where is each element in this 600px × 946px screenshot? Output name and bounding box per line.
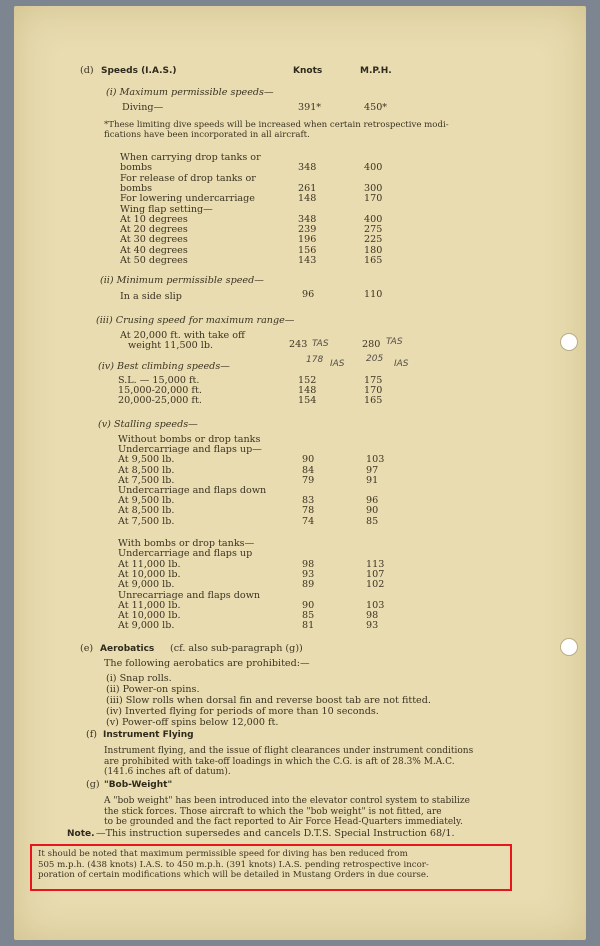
value-mph: 170 — [364, 385, 383, 396]
row-label: Unrecarriage and flaps down — [118, 589, 261, 601]
value-mph: 400 — [364, 213, 383, 225]
value-mph: 175 — [364, 375, 383, 386]
paragraph-line: to be grounded and the fact reported to Air Force Head-Quarters immediately. — [104, 817, 463, 827]
value-knots: 79 — [302, 474, 315, 486]
value-knots: 96 — [302, 289, 315, 300]
paragraph-line: poration of certain modifications which will be detailed in Mustang Orders in due course. — [38, 870, 429, 880]
value-mph: 110 — [364, 289, 383, 300]
row-label: weight 11,500 lb. — [128, 340, 214, 351]
list-item: (iii) Slow rolls when dorsal fin and reverse boost tab are not fitted. — [106, 695, 431, 706]
value-mph: 225 — [364, 234, 383, 246]
section-label: (d) — [80, 65, 94, 76]
paragraph-line: Instrument flying, and the issue of flight clearances under instrument conditions — [104, 746, 474, 756]
row-label: At 30 degrees — [120, 234, 188, 246]
value-knots: 243 — [289, 339, 308, 350]
section-heading: Instrument Flying — [103, 730, 194, 740]
row-label: At 9,500 lb. — [118, 454, 175, 466]
paragraph: The following aerobatics are prohibited:— — [104, 658, 310, 669]
row-label: At 8,500 lb. — [118, 464, 175, 476]
paragraph-line: (141.6 inches aft of datum). — [104, 767, 231, 777]
value-knots: 90 — [302, 454, 315, 466]
value-mph: 300 — [364, 182, 383, 194]
row-label: bombs — [120, 162, 153, 174]
handwritten-note: 205 — [366, 354, 384, 364]
value-knots: 348 — [298, 162, 317, 174]
value-mph: 85 — [366, 515, 379, 527]
punch-hole — [560, 638, 578, 656]
value-knots: 348 — [298, 213, 317, 225]
list-item: (ii) Power-on spins. — [106, 684, 200, 695]
handwritten-note: TAS — [312, 339, 329, 349]
value-knots: 98 — [302, 558, 315, 570]
row-label: At 8,500 lb. — [118, 505, 175, 517]
value-mph: 90 — [366, 505, 379, 517]
subsection-heading: (iii) Crusing speed for maximum range— — [96, 315, 295, 326]
row-label: 20,000-25,000 ft. — [118, 395, 202, 406]
value-knots: 152 — [298, 375, 317, 386]
section-label: (g) — [86, 779, 100, 790]
note-label: Note. — [67, 829, 95, 839]
value-mph: 400 — [364, 162, 383, 174]
row-label: With bombs or drop tanks— — [118, 538, 255, 549]
subsection-heading: (ii) Minimum permissible speed— — [100, 275, 264, 286]
subsection-heading: (v) Stalling speeds— — [98, 419, 198, 430]
value-mph: 165 — [364, 395, 383, 406]
row-label: For release of drop tanks or — [120, 172, 256, 184]
row-label: At 9,000 lb. — [118, 620, 175, 632]
paragraph-line: are prohibited with take-off loadings in which the C.G. is aft of 28.3% M.A.C. — [104, 756, 455, 767]
row-label: Without bombs or drop tanks — [118, 434, 261, 445]
column-header-knots: Knots — [293, 66, 323, 76]
value-knots: 154 — [298, 395, 317, 406]
value-knots: 261 — [298, 182, 317, 194]
row-label: S.L. — 15,000 ft. — [118, 375, 200, 386]
row-label: bombs — [120, 182, 153, 194]
value-mph: 165 — [364, 255, 383, 266]
value-knots: 83 — [302, 495, 315, 507]
value-knots: 148 — [298, 193, 317, 205]
list-item: (iv) Inverted flying for periods of more than 10 seconds. — [106, 706, 379, 717]
value-knots: 89 — [302, 579, 315, 591]
value-mph: 450* — [364, 102, 388, 113]
row-label: At 10 degrees — [120, 213, 188, 225]
section-label: (e) — [80, 643, 94, 654]
punch-hole — [560, 333, 578, 351]
column-header-mph: M.P.H. — [360, 66, 392, 76]
row-label: In a side slip — [120, 291, 182, 302]
value-knots: 148 — [298, 385, 317, 396]
row-label: When carrying drop tanks or — [120, 152, 261, 163]
handwritten-note: TAS — [386, 337, 403, 347]
value-mph: 280 — [362, 339, 381, 350]
paragraph-line: 505 m.p.h. (438 knots) I.A.S. to 450 m.p.h. (391 knots) I.A.S. pending retrospective incor- — [38, 859, 429, 870]
cross-reference: (cf. also sub-paragraph (g)) — [170, 643, 303, 654]
subsection-heading: (i) Maximum permissible speeds— — [106, 87, 274, 98]
row-label: At 9,500 lb. — [118, 495, 175, 507]
handwritten-note: IAS — [330, 359, 345, 369]
value-knots: 85 — [302, 610, 315, 622]
footnote: fications have been incorporated in all aircraft. — [104, 130, 310, 140]
row-label: Diving— — [122, 102, 164, 113]
value-mph: 103 — [366, 599, 385, 611]
row-label: At 40 degrees — [120, 244, 188, 256]
paragraph-line: It should be noted that maximum permissible speed for diving has ben reduced from — [38, 849, 408, 859]
value-mph: 170 — [364, 193, 383, 205]
list-item: (v) Power-off spins below 12,000 ft. — [106, 717, 279, 728]
row-label: Wing flap setting— — [120, 203, 213, 215]
handwritten-note: IAS — [394, 359, 409, 369]
value-mph: 91 — [366, 474, 379, 486]
value-knots: 90 — [302, 599, 315, 611]
section-heading: Aerobatics — [100, 644, 155, 654]
handwritten-note: 178 — [306, 355, 324, 365]
value-knots: 74 — [302, 515, 315, 527]
row-label: For lowering undercarriage — [120, 193, 255, 205]
value-mph: 275 — [364, 224, 383, 236]
row-label: At 9,000 lb. — [118, 579, 175, 591]
value-knots: 78 — [302, 505, 315, 517]
value-mph: 98 — [366, 610, 379, 622]
value-knots: 93 — [302, 568, 315, 580]
row-label: At 20 degrees — [120, 224, 188, 236]
value-knots: 143 — [298, 255, 317, 266]
paragraph-line: A "bob weight" has been introduced into the elevator control system to stabilize — [104, 796, 470, 806]
note-text: —This instruction supersedes and cancels D.T.S. Special Instruction 68/1. — [96, 828, 455, 839]
value-mph: 107 — [366, 568, 385, 580]
row-label: Undercarriage and flaps up — [118, 548, 253, 560]
value-mph: 103 — [366, 454, 385, 466]
row-label: At 7,500 lb. — [118, 474, 175, 486]
footnote: *These limiting dive speeds will be increased when certain retrospective modi- — [104, 120, 449, 130]
value-mph: 113 — [366, 558, 385, 570]
section-label: (f) — [86, 729, 98, 740]
row-label: At 20,000 ft. with take off — [120, 330, 245, 341]
value-mph: 93 — [366, 620, 379, 632]
row-label: At 11,000 lb. — [118, 599, 181, 611]
value-mph: 102 — [366, 579, 385, 591]
row-label: At 7,500 lb. — [118, 515, 175, 527]
row-label: At 10,000 lb. — [118, 610, 181, 622]
row-label: At 11,000 lb. — [118, 558, 181, 570]
value-knots: 391* — [298, 102, 322, 113]
list-item: (i) Snap rolls. — [106, 673, 172, 684]
value-knots: 81 — [302, 620, 315, 632]
value-knots: 84 — [302, 464, 315, 476]
value-knots: 239 — [298, 224, 317, 236]
paragraph-line: the stick forces. Those aircraft to which the "bob weight" is not fitted, are — [104, 806, 442, 817]
value-mph: 180 — [364, 244, 383, 256]
section-heading: Speeds (I.A.S.) — [101, 66, 177, 76]
row-label: Undercarriage and flaps up— — [118, 444, 262, 456]
subsection-heading: (iv) Best climbing speeds— — [98, 361, 230, 372]
row-label: At 10,000 lb. — [118, 568, 181, 580]
value-knots: 156 — [298, 244, 317, 256]
row-label: 15,000-20,000 ft. — [118, 385, 202, 396]
section-heading: "Bob-Weight" — [104, 780, 173, 790]
row-label: At 50 degrees — [120, 255, 188, 266]
value-mph: 97 — [366, 464, 379, 476]
value-mph: 96 — [366, 495, 379, 507]
row-label: Undercarriage and flaps down — [118, 485, 267, 496]
value-knots: 196 — [298, 234, 317, 246]
